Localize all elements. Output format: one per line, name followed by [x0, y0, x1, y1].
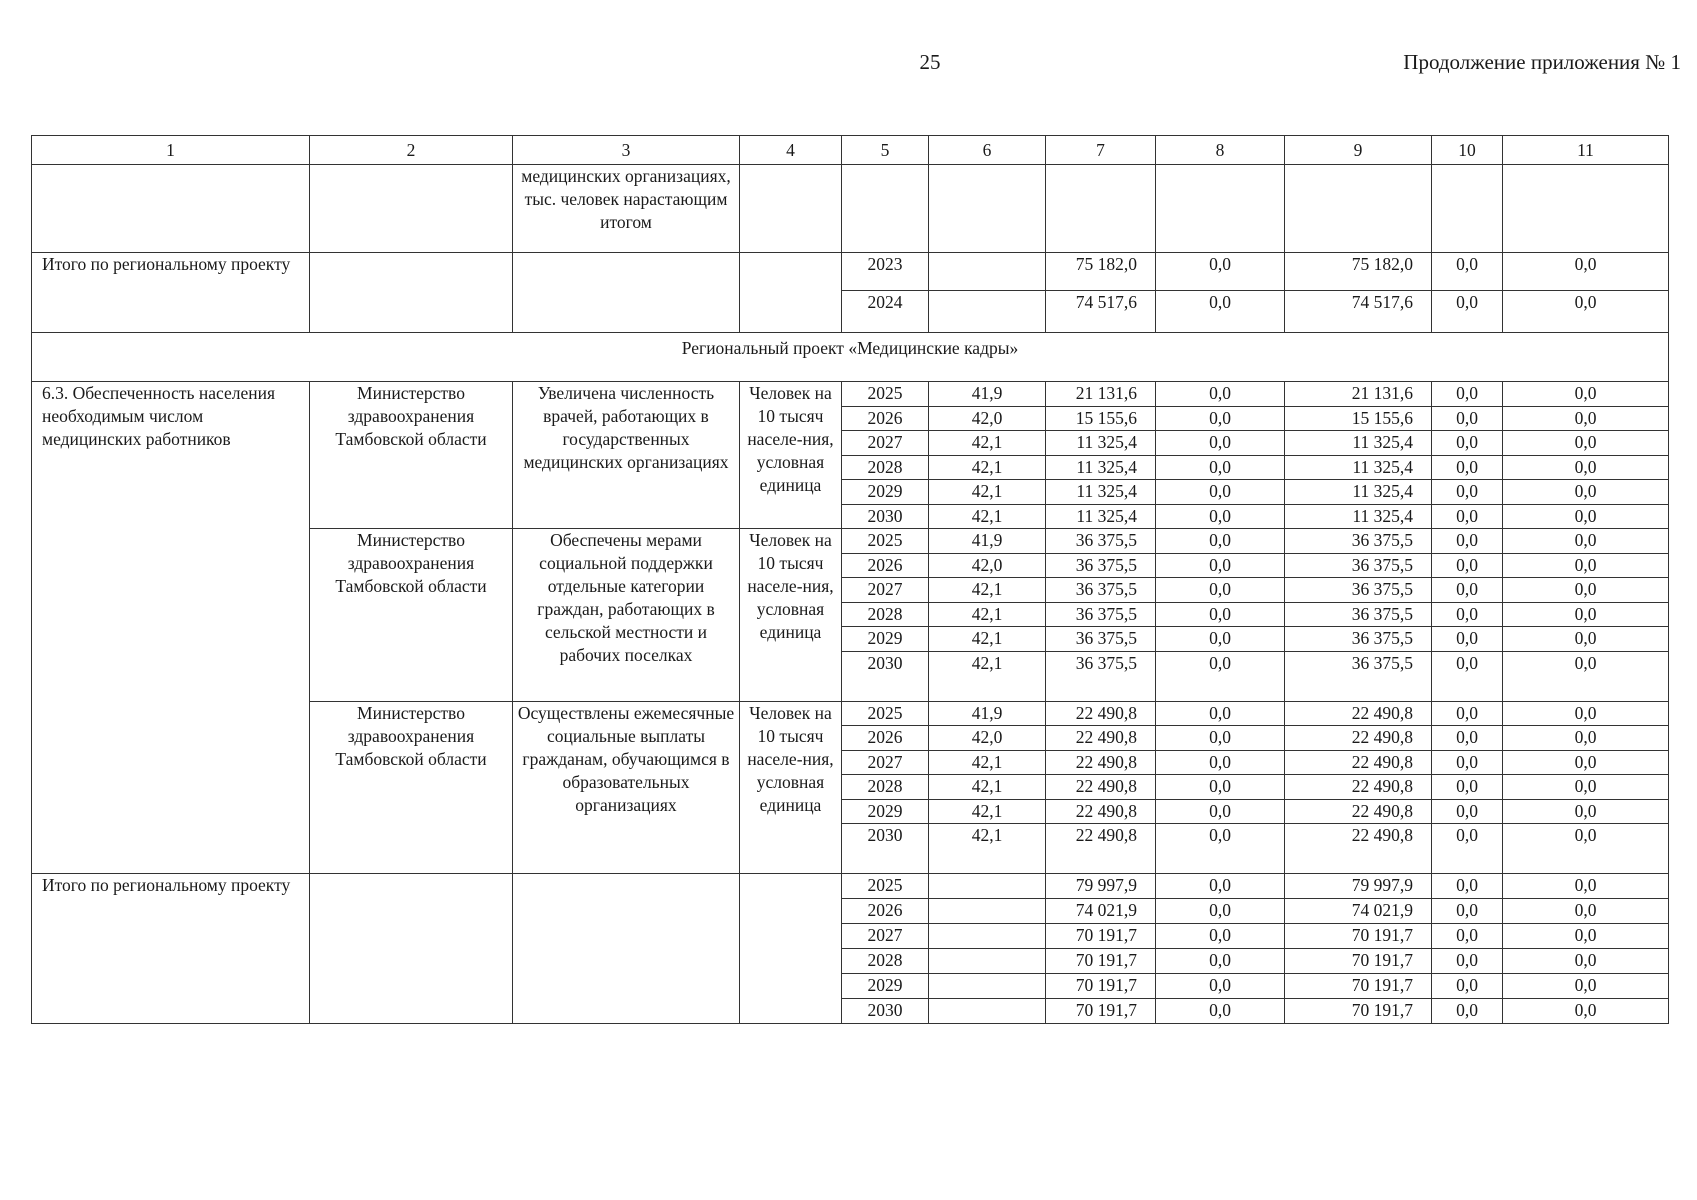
value-cell: 0,0	[1503, 253, 1669, 291]
value-cell: 42,0	[929, 406, 1046, 431]
value-cell: 36 375,5	[1046, 578, 1156, 603]
value-cell: 0,0	[1503, 949, 1669, 974]
value-cell: 0,0	[1156, 924, 1285, 949]
value-cell: 0,0	[1156, 949, 1285, 974]
value-cell: 0,0	[1432, 750, 1503, 775]
value-cell: 0,0	[1156, 602, 1285, 627]
value-cell: 0,0	[1156, 651, 1285, 701]
column-number-header: 4	[740, 136, 842, 165]
value-cell: 70 191,7	[1046, 924, 1156, 949]
value-cell: 0,0	[1432, 651, 1503, 701]
value-cell: 0,0	[1432, 431, 1503, 456]
value-cell: 0,0	[1156, 750, 1285, 775]
table-body	[32, 136, 1669, 1024]
value-cell: 22 490,8	[1285, 824, 1432, 874]
table-cell	[1503, 165, 1669, 253]
value-cell: 0,0	[1503, 431, 1669, 456]
value-cell: 0,0	[1156, 999, 1285, 1024]
value-cell: 22 490,8	[1046, 799, 1156, 824]
year-cell: 2028	[842, 949, 929, 974]
value-cell: 0,0	[1156, 480, 1285, 505]
year-cell: 2029	[842, 627, 929, 652]
value-cell: 42,1	[929, 455, 1046, 480]
value-cell: 0,0	[1503, 974, 1669, 999]
value-cell: 0,0	[1432, 949, 1503, 974]
table-cell	[32, 165, 310, 253]
value-cell: 11 325,4	[1046, 480, 1156, 505]
section-title-row	[32, 333, 1669, 382]
year-cell: 2027	[842, 431, 929, 456]
table-cell	[929, 999, 1046, 1024]
value-cell: 0,0	[1503, 799, 1669, 824]
value-cell: 0,0	[1503, 775, 1669, 800]
value-cell: 15 155,6	[1285, 406, 1432, 431]
value-cell: 75 182,0	[1285, 253, 1432, 291]
value-cell: 0,0	[1432, 899, 1503, 924]
value-cell: 79 997,9	[1046, 874, 1156, 899]
table-row	[32, 382, 1669, 407]
year-cell: 2025	[842, 529, 929, 554]
result-continuation-cell: медицинских организациях, тыс. человек нарастающим итогом	[513, 165, 740, 253]
value-cell: 36 375,5	[1285, 627, 1432, 652]
table-cell	[929, 949, 1046, 974]
value-cell: 36 375,5	[1285, 651, 1432, 701]
result-cell: Осуществлены ежемесячные социальные выплаты гражданам, обучающимся в образовательных организациях	[513, 701, 740, 874]
table-cell	[842, 165, 929, 253]
value-cell: 0,0	[1503, 651, 1669, 701]
value-cell: 0,0	[1156, 578, 1285, 603]
table-cell	[929, 291, 1046, 333]
year-cell: 2029	[842, 974, 929, 999]
value-cell: 0,0	[1503, 899, 1669, 924]
value-cell: 0,0	[1432, 529, 1503, 554]
value-cell: 36 375,5	[1046, 553, 1156, 578]
value-cell: 70 191,7	[1285, 974, 1432, 999]
value-cell: 0,0	[1432, 799, 1503, 824]
total-label-cell: Итого по региональному проекту	[32, 874, 310, 1024]
value-cell: 41,9	[929, 529, 1046, 554]
value-cell: 42,1	[929, 775, 1046, 800]
value-cell: 36 375,5	[1285, 578, 1432, 603]
value-cell: 74 021,9	[1285, 899, 1432, 924]
value-cell: 74 021,9	[1046, 899, 1156, 924]
value-cell: 42,1	[929, 504, 1046, 529]
value-cell: 42,0	[929, 726, 1046, 751]
value-cell: 22 490,8	[1285, 750, 1432, 775]
year-cell: 2029	[842, 480, 929, 505]
value-cell: 0,0	[1503, 382, 1669, 407]
value-cell: 0,0	[1156, 455, 1285, 480]
value-cell: 0,0	[1156, 406, 1285, 431]
table-cell	[513, 874, 740, 1024]
column-number-header: 6	[929, 136, 1046, 165]
table-cell	[929, 253, 1046, 291]
value-cell: 42,1	[929, 627, 1046, 652]
value-cell: 0,0	[1432, 553, 1503, 578]
year-cell: 2030	[842, 824, 929, 874]
value-cell: 42,0	[929, 553, 1046, 578]
value-cell: 74 517,6	[1046, 291, 1156, 333]
value-cell: 0,0	[1156, 701, 1285, 726]
value-cell: 0,0	[1156, 799, 1285, 824]
value-cell: 0,0	[1432, 504, 1503, 529]
unit-cell: Человек на 10 тысяч населе-ния, условная единица	[740, 529, 842, 702]
value-cell: 42,1	[929, 602, 1046, 627]
value-cell: 0,0	[1432, 253, 1503, 291]
value-cell: 0,0	[1156, 726, 1285, 751]
value-cell: 0,0	[1503, 578, 1669, 603]
value-cell: 36 375,5	[1046, 651, 1156, 701]
table-cell	[310, 253, 513, 333]
year-cell: 2027	[842, 924, 929, 949]
unit-cell: Человек на 10 тысяч населе-ния, условная единица	[740, 701, 842, 874]
column-number-header: 3	[513, 136, 740, 165]
value-cell: 42,1	[929, 578, 1046, 603]
year-cell: 2025	[842, 874, 929, 899]
value-cell: 0,0	[1156, 504, 1285, 529]
value-cell: 0,0	[1503, 504, 1669, 529]
value-cell: 0,0	[1503, 750, 1669, 775]
value-cell: 0,0	[1156, 899, 1285, 924]
table-cell	[929, 874, 1046, 899]
year-cell: 2030	[842, 999, 929, 1024]
value-cell: 11 325,4	[1285, 480, 1432, 505]
value-cell: 0,0	[1432, 999, 1503, 1024]
value-cell: 0,0	[1432, 974, 1503, 999]
value-cell: 0,0	[1432, 701, 1503, 726]
value-cell: 36 375,5	[1285, 529, 1432, 554]
value-cell: 22 490,8	[1046, 726, 1156, 751]
unit-cell: Человек на 10 тысяч населе-ния, условная единица	[740, 382, 842, 529]
column-number-header: 5	[842, 136, 929, 165]
value-cell: 36 375,5	[1046, 529, 1156, 554]
year-cell: 2030	[842, 504, 929, 529]
value-cell: 0,0	[1432, 602, 1503, 627]
value-cell: 0,0	[1432, 382, 1503, 407]
value-cell: 21 131,6	[1285, 382, 1432, 407]
budget-table	[31, 135, 1669, 1024]
value-cell: 0,0	[1503, 602, 1669, 627]
year-cell: 2026	[842, 726, 929, 751]
table-cell	[1432, 165, 1503, 253]
header-row	[32, 136, 1669, 165]
table-cell	[929, 899, 1046, 924]
value-cell: 36 375,5	[1046, 627, 1156, 652]
value-cell: 0,0	[1503, 824, 1669, 874]
ministry-cell: Министерство здравоохранения Тамбовской области	[310, 701, 513, 874]
table-row	[32, 253, 1669, 291]
value-cell: 0,0	[1503, 874, 1669, 899]
value-cell: 0,0	[1156, 253, 1285, 291]
table-cell	[929, 165, 1046, 253]
value-cell: 70 191,7	[1285, 949, 1432, 974]
value-cell: 36 375,5	[1046, 602, 1156, 627]
year-cell: 2025	[842, 701, 929, 726]
value-cell: 11 325,4	[1285, 504, 1432, 529]
table-cell	[1156, 165, 1285, 253]
value-cell: 0,0	[1503, 455, 1669, 480]
value-cell: 0,0	[1503, 999, 1669, 1024]
value-cell: 0,0	[1432, 627, 1503, 652]
table-cell	[740, 165, 842, 253]
value-cell: 15 155,6	[1046, 406, 1156, 431]
value-cell: 0,0	[1156, 553, 1285, 578]
value-cell: 0,0	[1156, 382, 1285, 407]
value-cell: 42,1	[929, 431, 1046, 456]
value-cell: 70 191,7	[1046, 999, 1156, 1024]
value-cell: 74 517,6	[1285, 291, 1432, 333]
ministry-cell: Министерство здравоохранения Тамбовской области	[310, 382, 513, 529]
value-cell: 11 325,4	[1046, 504, 1156, 529]
section-title: Региональный проект «Медицинские кадры»	[32, 333, 1669, 382]
value-cell: 0,0	[1156, 775, 1285, 800]
value-cell: 41,9	[929, 701, 1046, 726]
value-cell: 42,1	[929, 750, 1046, 775]
table-cell	[929, 924, 1046, 949]
value-cell: 0,0	[1156, 874, 1285, 899]
value-cell: 42,1	[929, 480, 1046, 505]
result-cell: Обеспечены мерами социальной поддержки отдельные категории граждан, работающих в сельской местности и рабочих поселках	[513, 529, 740, 702]
column-number-header: 9	[1285, 136, 1432, 165]
value-cell: 70 191,7	[1285, 999, 1432, 1024]
value-cell: 70 191,7	[1046, 949, 1156, 974]
value-cell: 0,0	[1503, 726, 1669, 751]
table-cell	[1285, 165, 1432, 253]
value-cell: 0,0	[1432, 924, 1503, 949]
ministry-cell: Министерство здравоохранения Тамбовской области	[310, 529, 513, 702]
value-cell: 0,0	[1503, 924, 1669, 949]
year-cell: 2026	[842, 406, 929, 431]
table-row	[32, 165, 1669, 253]
column-number-header: 2	[310, 136, 513, 165]
value-cell: 0,0	[1432, 455, 1503, 480]
year-cell: 2028	[842, 455, 929, 480]
total-label-cell: Итого по региональному проекту	[32, 253, 310, 333]
year-cell: 2028	[842, 775, 929, 800]
value-cell: 22 490,8	[1046, 750, 1156, 775]
result-cell: Увеличена численность врачей, работающих в государственных медицинских организациях	[513, 382, 740, 529]
column-number-header: 1	[32, 136, 310, 165]
value-cell: 0,0	[1156, 431, 1285, 456]
value-cell: 0,0	[1503, 480, 1669, 505]
table-cell	[513, 253, 740, 333]
value-cell: 21 131,6	[1046, 382, 1156, 407]
value-cell: 0,0	[1156, 529, 1285, 554]
value-cell: 42,1	[929, 799, 1046, 824]
value-cell: 36 375,5	[1285, 553, 1432, 578]
value-cell: 22 490,8	[1285, 799, 1432, 824]
page-number: 25	[919, 50, 941, 74]
year-cell: 2023	[842, 253, 929, 291]
table-cell	[310, 874, 513, 1024]
table-cell	[740, 253, 842, 333]
value-cell: 75 182,0	[1046, 253, 1156, 291]
value-cell: 22 490,8	[1285, 775, 1432, 800]
value-cell: 0,0	[1432, 578, 1503, 603]
year-cell: 2027	[842, 750, 929, 775]
value-cell: 42,1	[929, 824, 1046, 874]
table-cell	[929, 974, 1046, 999]
value-cell: 0,0	[1432, 480, 1503, 505]
value-cell: 11 325,4	[1046, 455, 1156, 480]
value-cell: 0,0	[1156, 974, 1285, 999]
value-cell: 22 490,8	[1285, 726, 1432, 751]
value-cell: 36 375,5	[1285, 602, 1432, 627]
value-cell: 11 325,4	[1285, 455, 1432, 480]
value-cell: 0,0	[1503, 701, 1669, 726]
appendix-continuation-note: Продолжение приложения № 1	[1403, 50, 1681, 74]
year-cell: 2026	[842, 899, 929, 924]
value-cell: 11 325,4	[1285, 431, 1432, 456]
column-number-header: 7	[1046, 136, 1156, 165]
value-cell: 41,9	[929, 382, 1046, 407]
year-cell: 2030	[842, 651, 929, 701]
value-cell: 70 191,7	[1285, 924, 1432, 949]
value-cell: 0,0	[1432, 824, 1503, 874]
value-cell: 42,1	[929, 651, 1046, 701]
value-cell: 11 325,4	[1046, 431, 1156, 456]
year-cell: 2024	[842, 291, 929, 333]
value-cell: 0,0	[1432, 775, 1503, 800]
value-cell: 0,0	[1156, 291, 1285, 333]
value-cell: 0,0	[1432, 406, 1503, 431]
value-cell: 0,0	[1503, 406, 1669, 431]
table-cell	[1046, 165, 1156, 253]
value-cell: 22 490,8	[1046, 775, 1156, 800]
value-cell: 22 490,8	[1046, 701, 1156, 726]
table-cell	[310, 165, 513, 253]
value-cell: 0,0	[1156, 627, 1285, 652]
value-cell: 0,0	[1503, 627, 1669, 652]
year-cell: 2025	[842, 382, 929, 407]
value-cell: 0,0	[1503, 291, 1669, 333]
year-cell: 2026	[842, 553, 929, 578]
column-number-header: 11	[1503, 136, 1669, 165]
value-cell: 0,0	[1503, 553, 1669, 578]
value-cell: 0,0	[1432, 291, 1503, 333]
year-cell: 2029	[842, 799, 929, 824]
value-cell: 22 490,8	[1046, 824, 1156, 874]
column-number-header: 10	[1432, 136, 1503, 165]
table-cell	[740, 874, 842, 1024]
column-number-header: 8	[1156, 136, 1285, 165]
value-cell: 0,0	[1432, 874, 1503, 899]
year-cell: 2028	[842, 602, 929, 627]
year-cell: 2027	[842, 578, 929, 603]
value-cell: 0,0	[1503, 529, 1669, 554]
value-cell: 0,0	[1156, 824, 1285, 874]
value-cell: 22 490,8	[1285, 701, 1432, 726]
value-cell: 70 191,7	[1046, 974, 1156, 999]
value-cell: 79 997,9	[1285, 874, 1432, 899]
indicator-cell: 6.3. Обеспеченность населения необходимым числом медицинских работников	[32, 382, 310, 874]
table-row	[32, 874, 1669, 899]
value-cell: 0,0	[1432, 726, 1503, 751]
